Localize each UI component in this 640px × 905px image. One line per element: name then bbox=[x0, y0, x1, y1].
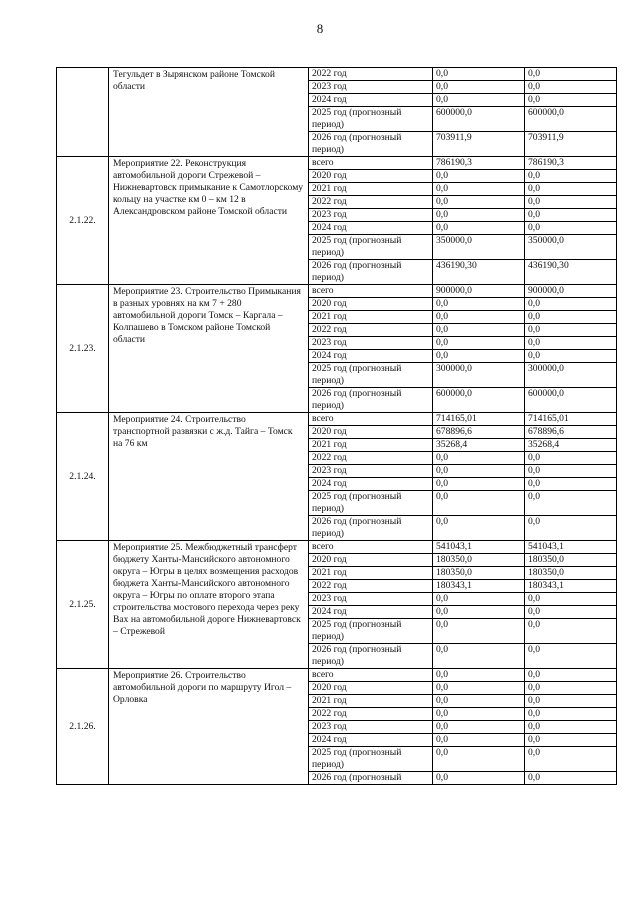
amount-total: 0,0 bbox=[433, 68, 525, 81]
period-label: 2021 год bbox=[309, 311, 433, 324]
period-label: 2026 год (прогнозный период) bbox=[309, 132, 433, 157]
amount-source: 0,0 bbox=[525, 311, 617, 324]
period-label: 2026 год (прогнозный период) bbox=[309, 644, 433, 669]
activity-description: Мероприятие 22. Реконструкция автомобильной дороги Стрежевой – Нижневартовск примыкание к Самотлорскому кольцу на участке км 0 – км 12 в Александровском районе Томской области bbox=[109, 157, 309, 285]
period-label: 2025 год (прогнозный период) bbox=[309, 363, 433, 388]
amount-total: 0,0 bbox=[433, 606, 525, 619]
period-label: 2023 год bbox=[309, 721, 433, 734]
period-label: 2022 год bbox=[309, 324, 433, 337]
period-label: 2023 год bbox=[309, 465, 433, 478]
amount-total: 0,0 bbox=[433, 491, 525, 516]
activity-description: Тегульдет в Зырянском районе Томской области bbox=[109, 68, 309, 157]
period-label: 2024 год bbox=[309, 478, 433, 491]
period-label: 2022 год bbox=[309, 196, 433, 209]
amount-source: 180343,1 bbox=[525, 580, 617, 593]
amount-source: 0,0 bbox=[525, 478, 617, 491]
activity-description: Мероприятие 26. Строительство автомобильной дороги по маршруту Игол – Орловка bbox=[109, 669, 309, 785]
amount-source: 0,0 bbox=[525, 298, 617, 311]
amount-total: 0,0 bbox=[433, 644, 525, 669]
amount-total: 678896,6 bbox=[433, 426, 525, 439]
amount-source: 350000,0 bbox=[525, 235, 617, 260]
amount-total: 0,0 bbox=[433, 324, 525, 337]
period-label: 2024 год bbox=[309, 606, 433, 619]
period-label: 2020 год bbox=[309, 426, 433, 439]
amount-total: 786190,3 bbox=[433, 157, 525, 170]
amount-total: 436190,30 bbox=[433, 260, 525, 285]
period-label: 2021 год bbox=[309, 567, 433, 580]
period-label: 2026 год (прогнозный период) bbox=[309, 260, 433, 285]
period-label: всего bbox=[309, 285, 433, 298]
amount-total: 0,0 bbox=[433, 772, 525, 785]
amount-source: 678896,6 bbox=[525, 426, 617, 439]
period-label: 2023 год bbox=[309, 337, 433, 350]
amount-source: 786190,3 bbox=[525, 157, 617, 170]
period-label: 2025 год (прогнозный период) bbox=[309, 107, 433, 132]
amount-source: 600000,0 bbox=[525, 107, 617, 132]
budget-table-body bbox=[57, 68, 617, 785]
amount-source: 0,0 bbox=[525, 734, 617, 747]
amount-source: 0,0 bbox=[525, 491, 617, 516]
amount-total: 0,0 bbox=[433, 81, 525, 94]
period-label: 2022 год bbox=[309, 452, 433, 465]
amount-total: 0,0 bbox=[433, 183, 525, 196]
period-label: 2020 год bbox=[309, 298, 433, 311]
period-label: 2024 год bbox=[309, 94, 433, 107]
table-row bbox=[57, 669, 617, 682]
period-label: всего bbox=[309, 541, 433, 554]
period-label: 2025 год (прогнозный период) bbox=[309, 747, 433, 772]
amount-total: 541043,1 bbox=[433, 541, 525, 554]
budget-table bbox=[56, 67, 617, 785]
amount-total: 0,0 bbox=[433, 695, 525, 708]
amount-total: 0,0 bbox=[433, 708, 525, 721]
amount-total: 180343,1 bbox=[433, 580, 525, 593]
period-label: всего bbox=[309, 669, 433, 682]
amount-source: 0,0 bbox=[525, 747, 617, 772]
period-label: 2026 год (прогнозный bbox=[309, 772, 433, 785]
period-label: всего bbox=[309, 413, 433, 426]
period-label: всего bbox=[309, 157, 433, 170]
amount-total: 0,0 bbox=[433, 337, 525, 350]
activity-code: 2.1.26. bbox=[57, 669, 109, 785]
period-label: 2021 год bbox=[309, 183, 433, 196]
amount-source: 0,0 bbox=[525, 350, 617, 363]
amount-total: 350000,0 bbox=[433, 235, 525, 260]
table-row bbox=[57, 541, 617, 554]
amount-source: 0,0 bbox=[525, 669, 617, 682]
amount-source: 0,0 bbox=[525, 682, 617, 695]
amount-total: 0,0 bbox=[433, 350, 525, 363]
amount-total: 180350,0 bbox=[433, 567, 525, 580]
amount-total: 0,0 bbox=[433, 298, 525, 311]
amount-total: 180350,0 bbox=[433, 554, 525, 567]
amount-source: 180350,0 bbox=[525, 567, 617, 580]
amount-source: 0,0 bbox=[525, 606, 617, 619]
period-label: 2022 год bbox=[309, 708, 433, 721]
amount-source: 0,0 bbox=[525, 772, 617, 785]
period-label: 2023 год bbox=[309, 209, 433, 222]
period-label: 2020 год bbox=[309, 682, 433, 695]
amount-total: 600000,0 bbox=[433, 107, 525, 132]
amount-total: 0,0 bbox=[433, 593, 525, 606]
table-row bbox=[57, 157, 617, 170]
period-label: 2024 год bbox=[309, 734, 433, 747]
amount-source: 0,0 bbox=[525, 593, 617, 606]
table-row bbox=[57, 413, 617, 426]
amount-source: 436190,30 bbox=[525, 260, 617, 285]
period-label: 2025 год (прогнозный период) bbox=[309, 619, 433, 644]
period-label: 2025 год (прогнозный период) bbox=[309, 491, 433, 516]
amount-total: 0,0 bbox=[433, 619, 525, 644]
amount-total: 0,0 bbox=[433, 311, 525, 324]
amount-total: 35268,4 bbox=[433, 439, 525, 452]
period-label: 2026 год (прогнозный период) bbox=[309, 388, 433, 413]
amount-source: 0,0 bbox=[525, 209, 617, 222]
amount-source: 0,0 bbox=[525, 695, 617, 708]
amount-source: 541043,1 bbox=[525, 541, 617, 554]
period-label: 2023 год bbox=[309, 593, 433, 606]
period-label: 2020 год bbox=[309, 170, 433, 183]
amount-source: 0,0 bbox=[525, 324, 617, 337]
amount-total: 300000,0 bbox=[433, 363, 525, 388]
amount-total: 0,0 bbox=[433, 170, 525, 183]
period-label: 2025 год (прогнозный период) bbox=[309, 235, 433, 260]
amount-source: 0,0 bbox=[525, 516, 617, 541]
amount-total: 0,0 bbox=[433, 682, 525, 695]
amount-source: 0,0 bbox=[525, 183, 617, 196]
amount-source: 35268,4 bbox=[525, 439, 617, 452]
amount-source: 0,0 bbox=[525, 170, 617, 183]
period-label: 2020 год bbox=[309, 554, 433, 567]
amount-source: 900000,0 bbox=[525, 285, 617, 298]
amount-total: 0,0 bbox=[433, 721, 525, 734]
period-label: 2021 год bbox=[309, 439, 433, 452]
period-label: 2024 год bbox=[309, 222, 433, 235]
activity-code bbox=[57, 68, 109, 157]
period-label: 2022 год bbox=[309, 580, 433, 593]
amount-source: 180350,0 bbox=[525, 554, 617, 567]
amount-total: 0,0 bbox=[433, 478, 525, 491]
activity-description: Мероприятие 25. Межбюджетный трансферт бюджету Ханты-Мансийского автономного округа – Югры в целях возмещения расходов бюджета Ханты-Мансийского автономного округа – Югры по оплате второго этапа строительства мостового перехода через реку Вах на автомобильной дороге Нижневартовск – Стрежевой bbox=[109, 541, 309, 669]
period-label: 2023 год bbox=[309, 81, 433, 94]
activity-description: Мероприятие 24. Строительство транспортной развязки с ж.д. Тайга – Томск на 76 км bbox=[109, 413, 309, 541]
amount-source: 0,0 bbox=[525, 81, 617, 94]
amount-source: 0,0 bbox=[525, 94, 617, 107]
amount-total: 0,0 bbox=[433, 222, 525, 235]
amount-total: 0,0 bbox=[433, 209, 525, 222]
amount-total: 0,0 bbox=[433, 747, 525, 772]
amount-source: 600000,0 bbox=[525, 388, 617, 413]
amount-source: 0,0 bbox=[525, 644, 617, 669]
amount-total: 0,0 bbox=[433, 94, 525, 107]
amount-total: 900000,0 bbox=[433, 285, 525, 298]
amount-source: 0,0 bbox=[525, 465, 617, 478]
amount-source: 0,0 bbox=[525, 222, 617, 235]
amount-source: 0,0 bbox=[525, 196, 617, 209]
activity-code: 2.1.25. bbox=[57, 541, 109, 669]
amount-source: 703911,9 bbox=[525, 132, 617, 157]
period-label: 2022 год bbox=[309, 68, 433, 81]
amount-total: 714165,01 bbox=[433, 413, 525, 426]
period-label: 2024 год bbox=[309, 350, 433, 363]
amount-source: 300000,0 bbox=[525, 363, 617, 388]
amount-total: 0,0 bbox=[433, 465, 525, 478]
amount-source: 0,0 bbox=[525, 68, 617, 81]
table-row bbox=[57, 285, 617, 298]
activity-code: 2.1.24. bbox=[57, 413, 109, 541]
activity-code: 2.1.23. bbox=[57, 285, 109, 413]
amount-source: 0,0 bbox=[525, 708, 617, 721]
amount-source: 0,0 bbox=[525, 337, 617, 350]
amount-total: 0,0 bbox=[433, 734, 525, 747]
amount-total: 0,0 bbox=[433, 516, 525, 541]
amount-total: 703911,9 bbox=[433, 132, 525, 157]
amount-total: 600000,0 bbox=[433, 388, 525, 413]
amount-source: 714165,01 bbox=[525, 413, 617, 426]
amount-source: 0,0 bbox=[525, 721, 617, 734]
amount-source: 0,0 bbox=[525, 452, 617, 465]
amount-source: 0,0 bbox=[525, 619, 617, 644]
period-label: 2026 год (прогнозный период) bbox=[309, 516, 433, 541]
page-number: 8 bbox=[316, 21, 324, 36]
amount-total: 0,0 bbox=[433, 452, 525, 465]
period-label: 2021 год bbox=[309, 695, 433, 708]
table-row bbox=[57, 68, 617, 81]
amount-total: 0,0 bbox=[433, 196, 525, 209]
activity-code: 2.1.22. bbox=[57, 157, 109, 285]
amount-total: 0,0 bbox=[433, 669, 525, 682]
activity-description: Мероприятие 23. Строительство Примыкания в разных уровнях на км 7 + 280 автомобильной дороги Томск – Каргала – Колпашево в Томском районе Томской области bbox=[109, 285, 309, 413]
